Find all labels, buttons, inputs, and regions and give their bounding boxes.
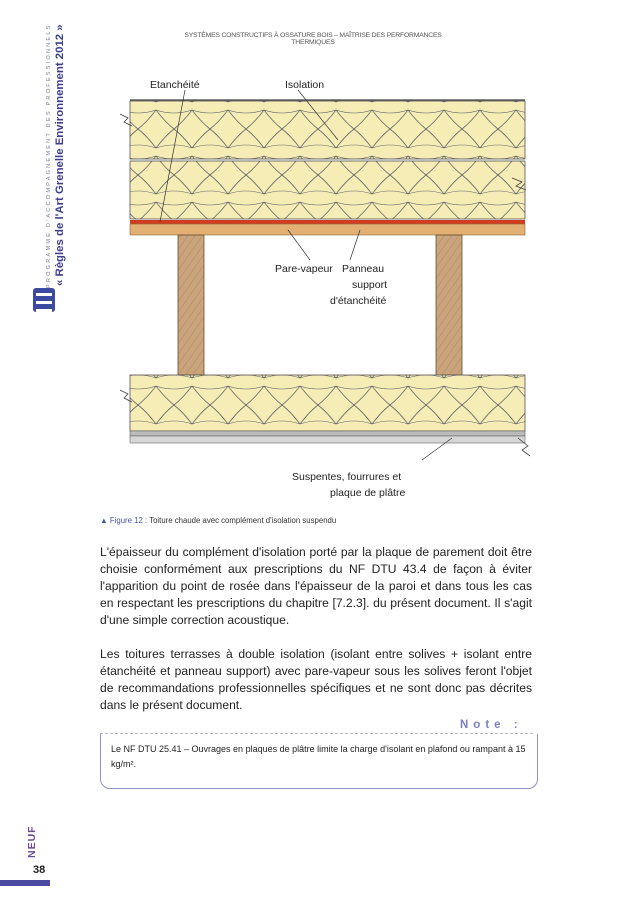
label-pare-vapeur: Pare-vapeur	[275, 263, 333, 275]
caption-text: Toiture chaude avec complément d'isolation suspendu	[149, 516, 337, 525]
label-panneau-1: Panneau	[342, 263, 385, 275]
figure-caption	[100, 516, 336, 525]
label-suspentes-2: plaque de plâtre	[330, 487, 406, 499]
label-isolation: Isolation	[285, 79, 325, 91]
note-box	[100, 734, 538, 789]
note-title: Note :	[460, 719, 523, 731]
label-panneau-2: support	[352, 279, 388, 291]
roof-section-diagram	[120, 60, 535, 510]
label-suspentes-1: Suspentes, fourrures et	[292, 471, 402, 483]
section-label: NEUF	[26, 825, 38, 858]
footer-color-bar	[0, 880, 50, 886]
page-number: 38	[33, 864, 46, 876]
running-header: SYSTÈMES CONSTRUCTIFS À OSSATURE BOIS – MAÎTRISE DES PERFORMANCES THERMIQUES	[184, 32, 442, 46]
programme-vertical-text: PROGRAMME D'ACCOMPAGNEMENT DES PROFESSIONNELS	[46, 23, 52, 288]
paragraph-2: Les toitures terrasses à double isolation (isolant entre solives + isolant entre étanchéité et panneau support) avec pare-vapeur sous les solives feront l'objet de recommandations professionnelles spécifiques et ne sont donc pas décrites dans le présent document.	[100, 647, 532, 712]
caption-number: Figure 12 :	[109, 516, 148, 525]
regles-vertical-title: « Règles de l'Art Grenelle Environnement 2012 »	[54, 24, 66, 286]
label-panneau-3: d'étanchéité	[330, 295, 387, 307]
paragraph-1: L'épaisseur du complément d'isolation porté par la plaque de parement doit être choisie conformément aux prescriptions du NF DTU 43.4 de façon à éviter l'apparition du point de rosée dans l'épaisseur de la paroi et dans tous les cas en respectant les prescriptions du chapitre [7.2.3]. du présent document. Il s'agit d'une simple correction acoustique.	[100, 545, 532, 627]
note-text: Le NF DTU 25.41 – Ouvrages en plaques de plâtre limite la charge d'isolant en plafond ou rampant à 15 kg/m².	[111, 744, 526, 769]
caption-triangle-icon: ▲	[100, 516, 108, 525]
label-etancheite: Etanchéité	[150, 79, 200, 91]
programme-logo	[33, 288, 55, 312]
